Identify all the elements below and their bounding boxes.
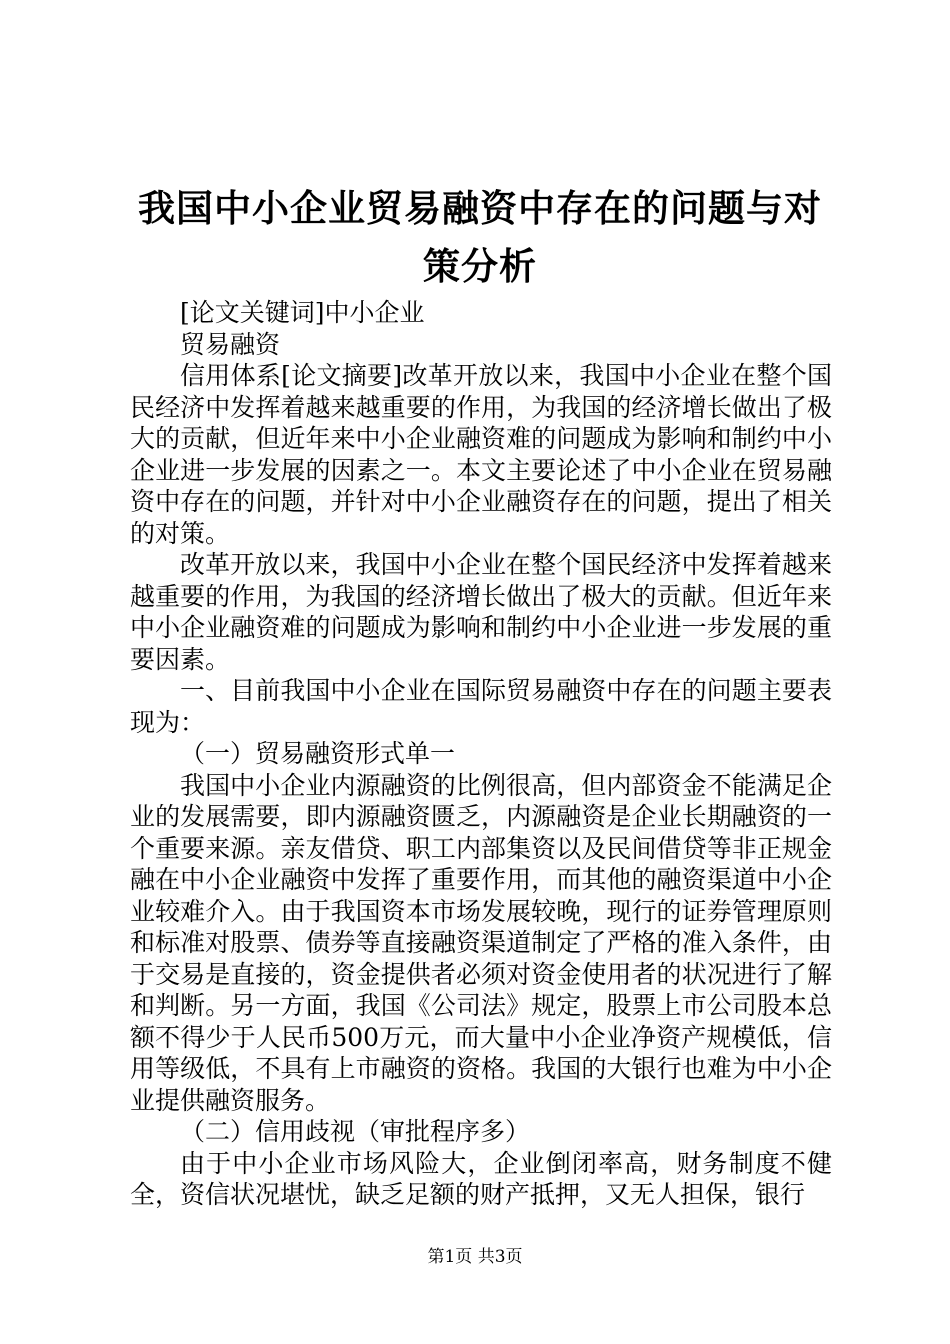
keywords-line: [论文关键词]中小企业 <box>180 298 425 327</box>
subsection-heading-1: （一）贸易融资形式单一 <box>180 739 456 768</box>
section-heading-1: 一、目前我国中小企业在国际贸易融资中存在的问题主要表现为： <box>130 676 832 737</box>
body-paragraph-1: 我国中小企业内源融资的比例很高，但内部资金不能满足企业的发展需要，即内源融资匮乏，内源融资是企业长期融资的一个重要来源。亲友借贷、职工内部集资以及民间借贷等非正规金融在中小企业融资中发挥了重要作用，而其他的融资渠道中小企业较难介入。由于我国资本市场发展较晚，现行的证券管理原则和标准对股票、债券等直接融资渠道制定了严格的准入条件，由于交易是直接的，资金提供者必须对资金使用者的状况进行了解和判断。另一方面，我国《公司法》规定，股票上市公司股本总额不得少于人民币500万元，而大量中小企业净资产规模低，信用等级低，不具有上市融资的资格。我国的大银行也难为中小企业提供融资服务。 <box>130 770 832 1115</box>
intro-paragraph: 改革开放以来，我国中小企业在整个国民经济中发挥着越来越重要的作用，为我国的经济增长做出了极大的贡献。但近年来中小企业融资难的问题成为影响和制约中小企业进一步发展的重要因素。 <box>130 550 832 674</box>
document-body <box>130 297 832 1211</box>
body-paragraph-2: 由于中小企业市场风险大，企业倒闭率高，财务制度不健全，资信状况堪忧，缺乏足额的财产抵押，又无人担保，银行 <box>130 1148 832 1209</box>
page-footer: 第1页 共3页 <box>427 1247 523 1267</box>
abstract-paragraph: 信用体系[论文摘要]改革开放以来，我国中小企业在整个国民经济中发挥着越来越重要的作用，为我国的经济增长做出了极大的贡献，但近年来中小企业融资难的问题成为影响和制约中小企业进一步发展的因素之一。本文主要论述了中小企业在贸易融资中存在的问题，并针对中小企业融资存在的问题，提出了相关的对策。 <box>130 361 832 548</box>
subsection-heading-2: （二）信用歧视（审批程序多） <box>180 1117 531 1146</box>
document-title: 我国中小企业贸易融资中存在的问题与对策分析 <box>138 187 822 288</box>
keywords-continuation: 贸易融资 <box>180 329 281 359</box>
